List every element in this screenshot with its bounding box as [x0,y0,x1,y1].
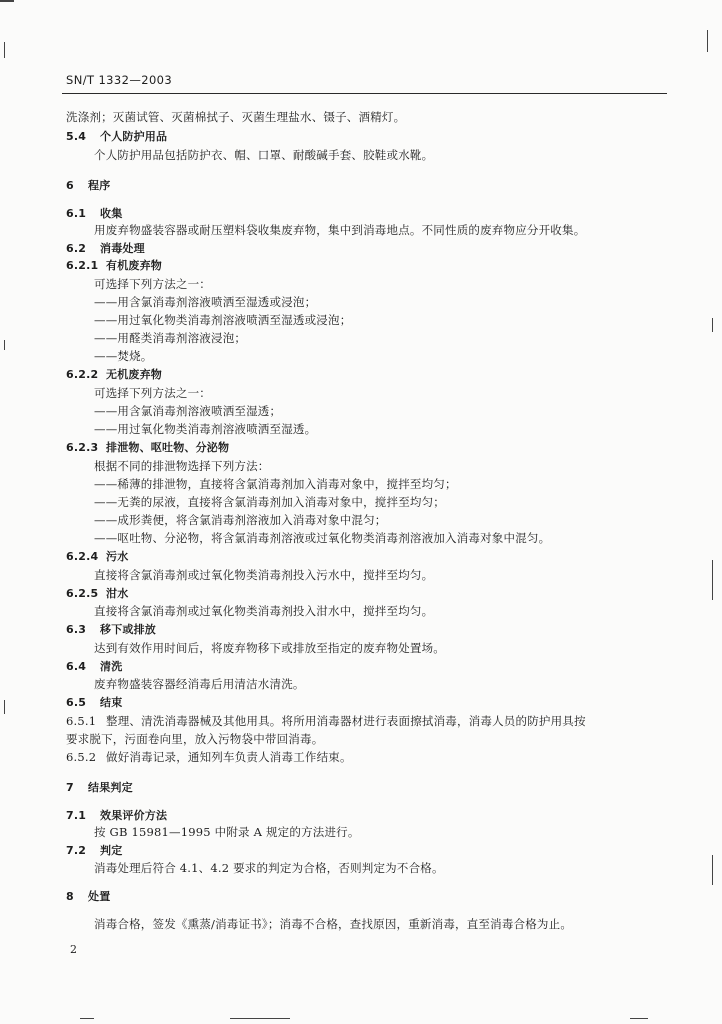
scan-mark-bottom-3 [630,1018,648,1019]
paragraph-6-1: 用废弃物盛装容器或耐压塑料袋收集废弃物，集中到消毒地点。不同性质的废弃物应分开收集。 [94,223,586,237]
paragraph-7-2: 消毒处理后符合 4.1、4.2 要求的判定为合格，否则判定为不合格。 [94,861,444,875]
heading-5-4 [66,129,167,144]
heading-number: 6.4 [66,660,87,673]
paragraph-6-3: 达到有效作用时间后，将废弃物移下或排放至指定的废弃物处置场。 [94,641,445,655]
heading-number: 6.2.4 [66,550,99,563]
heading-number: 8 [66,890,74,903]
clause-number: 6.5.1 [66,714,97,728]
scan-mark-bottom-1 [80,1018,94,1019]
heading-6-2-1 [66,258,162,273]
heading-8 [66,889,110,904]
heading-title: 结束 [100,696,123,709]
page-number: 2 [70,943,78,956]
scan-mark-right-3 [712,560,713,600]
scan-mark-right-2 [712,318,713,332]
heading-number: 7.1 [66,809,87,822]
heading-number: 6.3 [66,623,87,636]
scan-mark-right-1 [707,30,708,52]
heading-7-1 [66,808,167,823]
heading-number: 6.2.2 [66,368,99,381]
heading-6-1 [66,206,122,221]
paragraph-6-5-2 [66,750,352,765]
heading-number: 5.4 [66,130,87,143]
heading-title: 无机废弃物 [106,368,162,381]
scan-mark-top-left [0,0,14,2]
heading-7 [66,780,133,795]
paragraph-6-2-3-intro: 根据不同的排泄物选择下列方法： [94,459,270,473]
paragraph-6-2-2-intro: 可选择下列方法之一： [94,386,211,400]
paragraph-6-2-1-intro: 可选择下列方法之一： [94,277,211,291]
heading-number: 6.2.5 [66,587,99,600]
list-item: ——焚烧。 [94,349,153,363]
heading-number: 6.1 [66,207,87,220]
heading-title: 判定 [100,844,123,857]
paragraph-7-1: 按 GB 15981—1995 中附录 A 规定的方法进行。 [94,825,360,839]
paragraph-6-2-4: 直接将含氯消毒剂或过氧化物类消毒剂投入污水中，搅拌至均匀。 [94,568,434,582]
list-item: ——成形粪便，将含氯消毒剂溶液加入消毒对象中混匀； [94,513,387,527]
heading-6-5 [66,695,122,710]
paragraph-6-4: 废弃物盛装容器经消毒后用清洁水清洗。 [94,677,305,691]
clause-text: 整理、清洗消毒器械及其他用具。将所用消毒器材进行表面擦拭消毒，消毒人员的防护用具按 [106,714,586,728]
heading-6-2 [66,241,145,256]
header-rule [62,93,667,94]
list-item: ——用过氧化物类消毒剂溶液喷洒至湿透或浸泡； [94,313,352,327]
paragraph-8: 消毒合格，签发《熏蒸/消毒证书》；消毒不合格，查找原因，重新消毒，直至消毒合格为止。 [94,917,573,931]
heading-number: 6 [66,179,74,192]
document-code: SN/T 1332—2003 [66,73,173,87]
heading-number: 6.2.1 [66,259,99,272]
heading-title: 有机废弃物 [106,259,162,272]
heading-6-2-5 [66,586,128,601]
clause-number: 6.5.2 [66,750,97,764]
scan-mark-right-4 [712,855,713,885]
heading-6-4 [66,659,122,674]
heading-7-2 [66,843,122,858]
heading-6 [66,178,110,193]
heading-number: 7 [66,781,74,794]
list-item: ——用过氧化物类消毒剂溶液喷洒至湿透。 [94,422,317,436]
heading-title: 消毒处理 [100,242,145,255]
heading-title: 移下或排放 [100,623,156,636]
list-item: ——稀薄的排泄物，直接将含氯消毒剂加入消毒对象中，搅拌至均匀； [94,477,457,491]
scan-mark-bottom-2 [230,1018,290,1019]
scan-mark-left-3 [4,700,5,714]
heading-number: 7.2 [66,844,87,857]
heading-number: 6.2.3 [66,441,99,454]
heading-6-2-4 [66,549,128,564]
paragraph-5-4: 个人防护用品包括防护衣、帽、口罩、耐酸碱手套、胶鞋或水靴。 [94,148,434,162]
list-item: ——用醛类消毒剂溶液浸泡； [94,331,247,345]
heading-title: 排泄物、呕吐物、分泌物 [106,441,230,454]
heading-title: 结果判定 [88,781,133,794]
list-item: ——用含氯消毒剂溶液喷洒至湿透； [94,404,282,418]
paragraph-6-5-1-cont: 要求脱下，污面卷向里，放入污物袋中带回消毒。 [66,732,324,746]
heading-6-3 [66,622,156,637]
heading-6-2-2 [66,367,162,382]
heading-title: 效果评价方法 [100,809,168,822]
heading-title: 清洗 [100,660,123,673]
heading-title: 程序 [88,179,111,192]
list-item: ——呕吐物、分泌物，将含氯消毒剂溶液或过氧化物类消毒剂溶液加入消毒对象中混匀。 [94,531,551,545]
heading-title: 处置 [88,890,111,903]
heading-6-2-3 [66,440,229,455]
paragraph-6-5-1 [66,714,586,729]
heading-title: 泔水 [106,587,129,600]
scan-mark-left-2 [4,340,5,350]
heading-title: 收集 [100,207,123,220]
line-consumables: 洗涤剂；灭菌试管、灭菌棉拭子、灭菌生理盐水、镊子、酒精灯。 [66,110,406,124]
scan-mark-left-1 [4,42,5,58]
heading-number: 6.2 [66,242,87,255]
heading-number: 6.5 [66,696,87,709]
list-item: ——用含氯消毒剂溶液喷洒至湿透或浸泡； [94,295,317,309]
heading-title: 污水 [106,550,129,563]
list-item: ——无粪的尿液，直接将含氯消毒剂加入消毒对象中，搅拌至均匀； [94,495,445,509]
clause-text: 做好消毒记录，通知列车负责人消毒工作结束。 [106,750,352,764]
heading-title: 个人防护用品 [100,130,168,143]
paragraph-6-2-5: 直接将含氯消毒剂或过氧化物类消毒剂投入泔水中，搅拌至均匀。 [94,604,434,618]
